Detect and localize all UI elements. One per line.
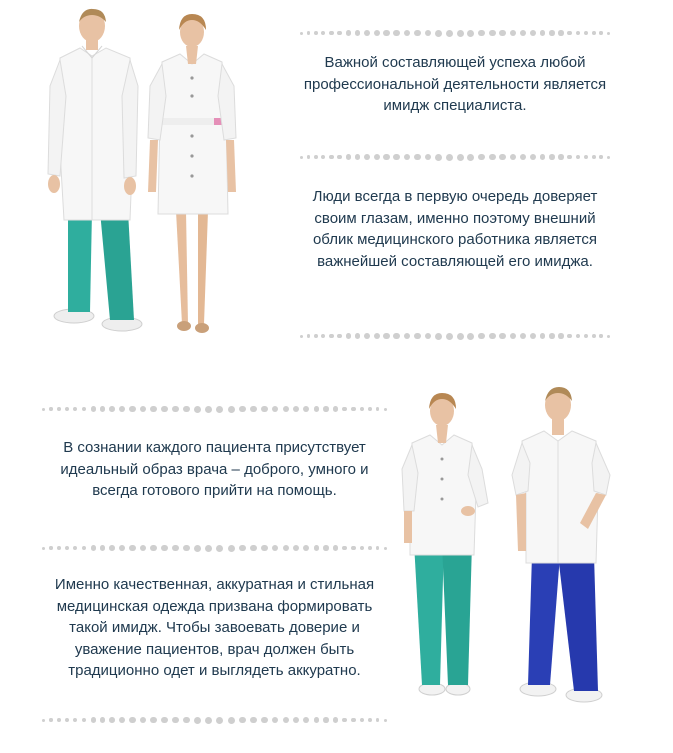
divider-dot: [57, 546, 61, 550]
divider-dot: [140, 545, 146, 551]
divider-dot: [239, 717, 246, 724]
divider-dot: [329, 31, 334, 36]
divider-dot: [384, 408, 387, 411]
divider-dot: [300, 32, 303, 35]
divider-dot: [376, 718, 379, 721]
divider-dot: [499, 333, 506, 340]
divider-dot: [404, 30, 411, 37]
divider-dot: [393, 333, 400, 340]
divider-dot: [129, 545, 135, 551]
divider-dot: [478, 333, 485, 340]
dotted-divider: [42, 404, 387, 414]
divider-dot: [65, 407, 69, 411]
divider-dot: [351, 407, 355, 411]
divider-dot: [383, 333, 389, 339]
divider-dot: [355, 333, 361, 339]
divider-dot: [520, 30, 526, 36]
divider-dot: [404, 154, 411, 161]
divider-dot: [384, 547, 387, 550]
dotted-divider: [42, 543, 387, 553]
divider-dot: [333, 545, 338, 550]
divider-dot: [467, 30, 474, 37]
divider-dot: [321, 334, 325, 338]
woman-in-teal-scrubs: [402, 393, 488, 695]
divider-dot: [65, 546, 69, 550]
divider-dot: [584, 155, 588, 159]
divider-dot: [467, 154, 474, 161]
divider-dot: [592, 155, 596, 159]
divider-dot: [314, 406, 320, 412]
divider-dot: [172, 717, 179, 724]
divider-dot: [307, 334, 310, 337]
divider-dot: [183, 406, 190, 413]
divider-dot: [283, 406, 289, 412]
divider-dot: [303, 717, 309, 723]
divider-dot: [272, 406, 279, 413]
divider-dot: [530, 154, 536, 160]
divider-dot: [457, 333, 464, 340]
divider-dot: [342, 546, 347, 551]
divider-dot: [607, 335, 610, 338]
divider-dot: [150, 406, 157, 413]
divider-dot: [607, 32, 610, 35]
divider-dot: [558, 30, 563, 35]
divider-dot: [65, 718, 69, 722]
divider-dot: [446, 30, 453, 37]
divider-dot: [540, 30, 546, 36]
divider-dot: [558, 154, 563, 159]
divider-dot: [42, 547, 45, 550]
divider-dot: [119, 717, 125, 723]
divider-dot: [414, 333, 421, 340]
divider-dot: [205, 717, 212, 724]
divider-dot: [425, 30, 432, 37]
dotted-divider: [300, 331, 610, 341]
divider-dot: [216, 406, 223, 413]
intro-paragraph-1: Важной составляющей успеха любой профессиональной деятельности является имидж специалиста.: [303, 54, 607, 114]
divider-dot: [510, 154, 517, 161]
divider-dot: [393, 30, 400, 37]
divider-dot: [355, 30, 361, 36]
divider-dot: [376, 546, 379, 549]
divider-dot: [540, 154, 546, 160]
divider-dot: [368, 407, 372, 411]
divider-dot: [435, 154, 442, 161]
intro-paragraph-2: Люди всегда в первую очередь доверяет своим глазам, именно поэтому внешний облик медицинского работника является важнейшей составляющей его имиджа.: [312, 188, 598, 270]
dotted-divider: [300, 152, 610, 162]
divider-dot: [457, 154, 464, 161]
divider-dot: [478, 30, 485, 37]
divider-dot: [272, 545, 279, 552]
divider-dot: [364, 154, 370, 160]
divider-dot: [425, 333, 432, 340]
divider-dot: [314, 334, 318, 338]
divider-dot: [435, 30, 442, 37]
divider-dot: [368, 718, 372, 722]
divider-dot: [520, 333, 526, 339]
divider-dot: [374, 30, 380, 36]
divider-dot: [42, 408, 45, 411]
divider-dot: [314, 31, 318, 35]
divider-dot: [342, 718, 347, 723]
divider-dot: [446, 154, 453, 161]
divider-dot: [161, 406, 168, 413]
divider-dot: [584, 31, 588, 35]
divider-dot: [307, 155, 310, 158]
divider-dot: [82, 407, 87, 412]
divider-dot: [228, 406, 235, 413]
divider-dot: [342, 407, 347, 412]
divider-dot: [239, 406, 246, 413]
divider-dot: [183, 545, 190, 552]
divider-dot: [49, 718, 52, 721]
divider-dot: [321, 31, 325, 35]
divider-dot: [520, 154, 526, 160]
divider-dot: [293, 545, 299, 551]
divider-dot: [446, 333, 453, 340]
divider-dot: [42, 719, 45, 722]
divider-dot: [360, 546, 364, 550]
divider-dot: [140, 717, 146, 723]
divider-dot: [576, 155, 581, 160]
divider-dot: [119, 406, 125, 412]
divider-dot: [73, 718, 77, 722]
divider-dot: [73, 407, 77, 411]
divider-dot: [300, 156, 303, 159]
divider-dot: [82, 718, 87, 723]
divider-dot: [129, 406, 135, 412]
divider-dot: [337, 155, 342, 160]
divider-dot: [216, 545, 223, 552]
divider-dot: [530, 30, 536, 36]
divider-dot: [549, 333, 555, 339]
divider-dot: [321, 155, 325, 159]
divider-dot: [351, 718, 355, 722]
divider-dot: [549, 154, 555, 160]
divider-dot: [49, 546, 52, 549]
divider-dot: [489, 333, 496, 340]
divider-dot: [283, 545, 289, 551]
divider-dot: [323, 717, 328, 722]
divider-dot: [119, 545, 125, 551]
divider-dot: [360, 718, 364, 722]
divider-dot: [183, 717, 190, 724]
divider-dot: [314, 717, 320, 723]
divider-dot: [109, 545, 115, 551]
divider-dot: [333, 406, 338, 411]
divider-dot: [205, 406, 212, 413]
divider-dot: [239, 545, 246, 552]
divider-dot: [329, 334, 334, 339]
divider-dot: [323, 545, 328, 550]
divider-dot: [374, 154, 380, 160]
divider-dot: [499, 154, 506, 161]
divider-dot: [194, 406, 201, 413]
divider-dot: [73, 546, 77, 550]
divider-dot: [250, 545, 257, 552]
divider-dot: [567, 31, 572, 36]
man-in-long-coat: [48, 9, 142, 331]
divider-dot: [337, 31, 342, 36]
man-in-blue-scrubs: [512, 387, 610, 702]
divider-dot: [414, 154, 421, 161]
divider-dot: [599, 334, 602, 337]
divider-dot: [161, 717, 168, 724]
divider-dot: [510, 333, 517, 340]
divider-dot: [368, 546, 372, 550]
divider-dot: [228, 545, 235, 552]
divider-dot: [393, 154, 400, 161]
divider-dot: [376, 407, 379, 410]
divider-dot: [592, 31, 596, 35]
divider-dot: [351, 546, 355, 550]
divider-dot: [346, 30, 351, 35]
divider-dot: [549, 30, 555, 36]
divider-dot: [228, 717, 235, 724]
divider-dot: [261, 717, 268, 724]
divider-dot: [293, 717, 299, 723]
divider-dot: [205, 545, 212, 552]
divider-dot: [91, 717, 96, 722]
divider-dot: [384, 719, 387, 722]
divider-dot: [150, 545, 157, 552]
divider-dot: [194, 545, 201, 552]
divider-dot: [57, 718, 61, 722]
divider-dot: [364, 333, 370, 339]
divider-dot: [91, 545, 96, 550]
divider-dot: [599, 31, 602, 34]
divider-dot: [172, 545, 179, 552]
divider-dot: [383, 154, 389, 160]
divider-dot: [100, 545, 105, 550]
divider-dot: [100, 717, 105, 722]
photo-doctors-lab-coats: [30, 6, 270, 350]
divider-dot: [261, 406, 268, 413]
divider-dot: [346, 154, 351, 159]
divider-dot: [314, 545, 320, 551]
divider-dot: [194, 717, 201, 724]
divider-dot: [467, 333, 474, 340]
divider-dot: [499, 30, 506, 37]
divider-dot: [558, 333, 563, 338]
divider-dot: [150, 717, 157, 724]
divider-dot: [109, 406, 115, 412]
dotted-divider: [300, 28, 610, 38]
divider-dot: [250, 406, 257, 413]
divider-dot: [576, 31, 581, 36]
divider-dot: [303, 406, 309, 412]
divider-dot: [250, 717, 257, 724]
divider-dot: [216, 717, 223, 724]
divider-dot: [530, 333, 536, 339]
divider-dot: [489, 30, 496, 37]
divider-dot: [303, 545, 309, 551]
divider-dot: [478, 154, 485, 161]
divider-dot: [109, 717, 115, 723]
divider-dot: [283, 717, 289, 723]
divider-dot: [307, 31, 310, 34]
divider-dot: [383, 30, 389, 36]
divider-dot: [599, 155, 602, 158]
divider-dot: [329, 155, 334, 160]
divider-dot: [293, 406, 299, 412]
divider-dot: [49, 407, 52, 410]
image-paragraph-1: В сознании каждого пациента присутствует идеальный образ врача – доброго, умного и всегда готового прийти на помощь.: [60, 439, 369, 499]
divider-dot: [261, 545, 268, 552]
divider-dot: [129, 717, 135, 723]
divider-dot: [57, 407, 61, 411]
divider-dot: [91, 406, 96, 411]
divider-dot: [414, 30, 421, 37]
divider-dot: [337, 334, 342, 339]
woman-in-short-coat: [148, 14, 236, 333]
divider-dot: [567, 334, 572, 339]
divider-dot: [360, 407, 364, 411]
divider-dot: [364, 30, 370, 36]
divider-dot: [489, 154, 496, 161]
divider-dot: [576, 334, 581, 339]
divider-dot: [355, 154, 361, 160]
divider-dot: [346, 333, 351, 338]
divider-dot: [82, 546, 87, 551]
divider-dot: [161, 545, 168, 552]
divider-dot: [300, 335, 303, 338]
divider-dot: [314, 155, 318, 159]
divider-dot: [140, 406, 146, 412]
divider-dot: [607, 156, 610, 159]
divider-dot: [272, 717, 279, 724]
divider-dot: [172, 406, 179, 413]
divider-dot: [567, 155, 572, 160]
divider-dot: [425, 154, 432, 161]
divider-dot: [333, 717, 338, 722]
divider-dot: [100, 406, 105, 411]
divider-dot: [457, 30, 464, 37]
dotted-divider: [42, 715, 387, 725]
divider-dot: [435, 333, 442, 340]
divider-dot: [584, 334, 588, 338]
divider-dot: [592, 334, 596, 338]
divider-dot: [404, 333, 411, 340]
image-paragraph-2: Именно качественная, аккуратная и стильная медицинская одежда призвана формировать такой имидж. Чтобы завоевать доверие и уважение пациентов, врач должен быть традиционно одет и выглядеть аккуратно.: [54, 576, 375, 679]
photo-doctors-scrubs: [398, 383, 628, 721]
divider-dot: [510, 30, 517, 37]
divider-dot: [540, 333, 546, 339]
divider-dot: [374, 333, 380, 339]
divider-dot: [323, 406, 328, 411]
